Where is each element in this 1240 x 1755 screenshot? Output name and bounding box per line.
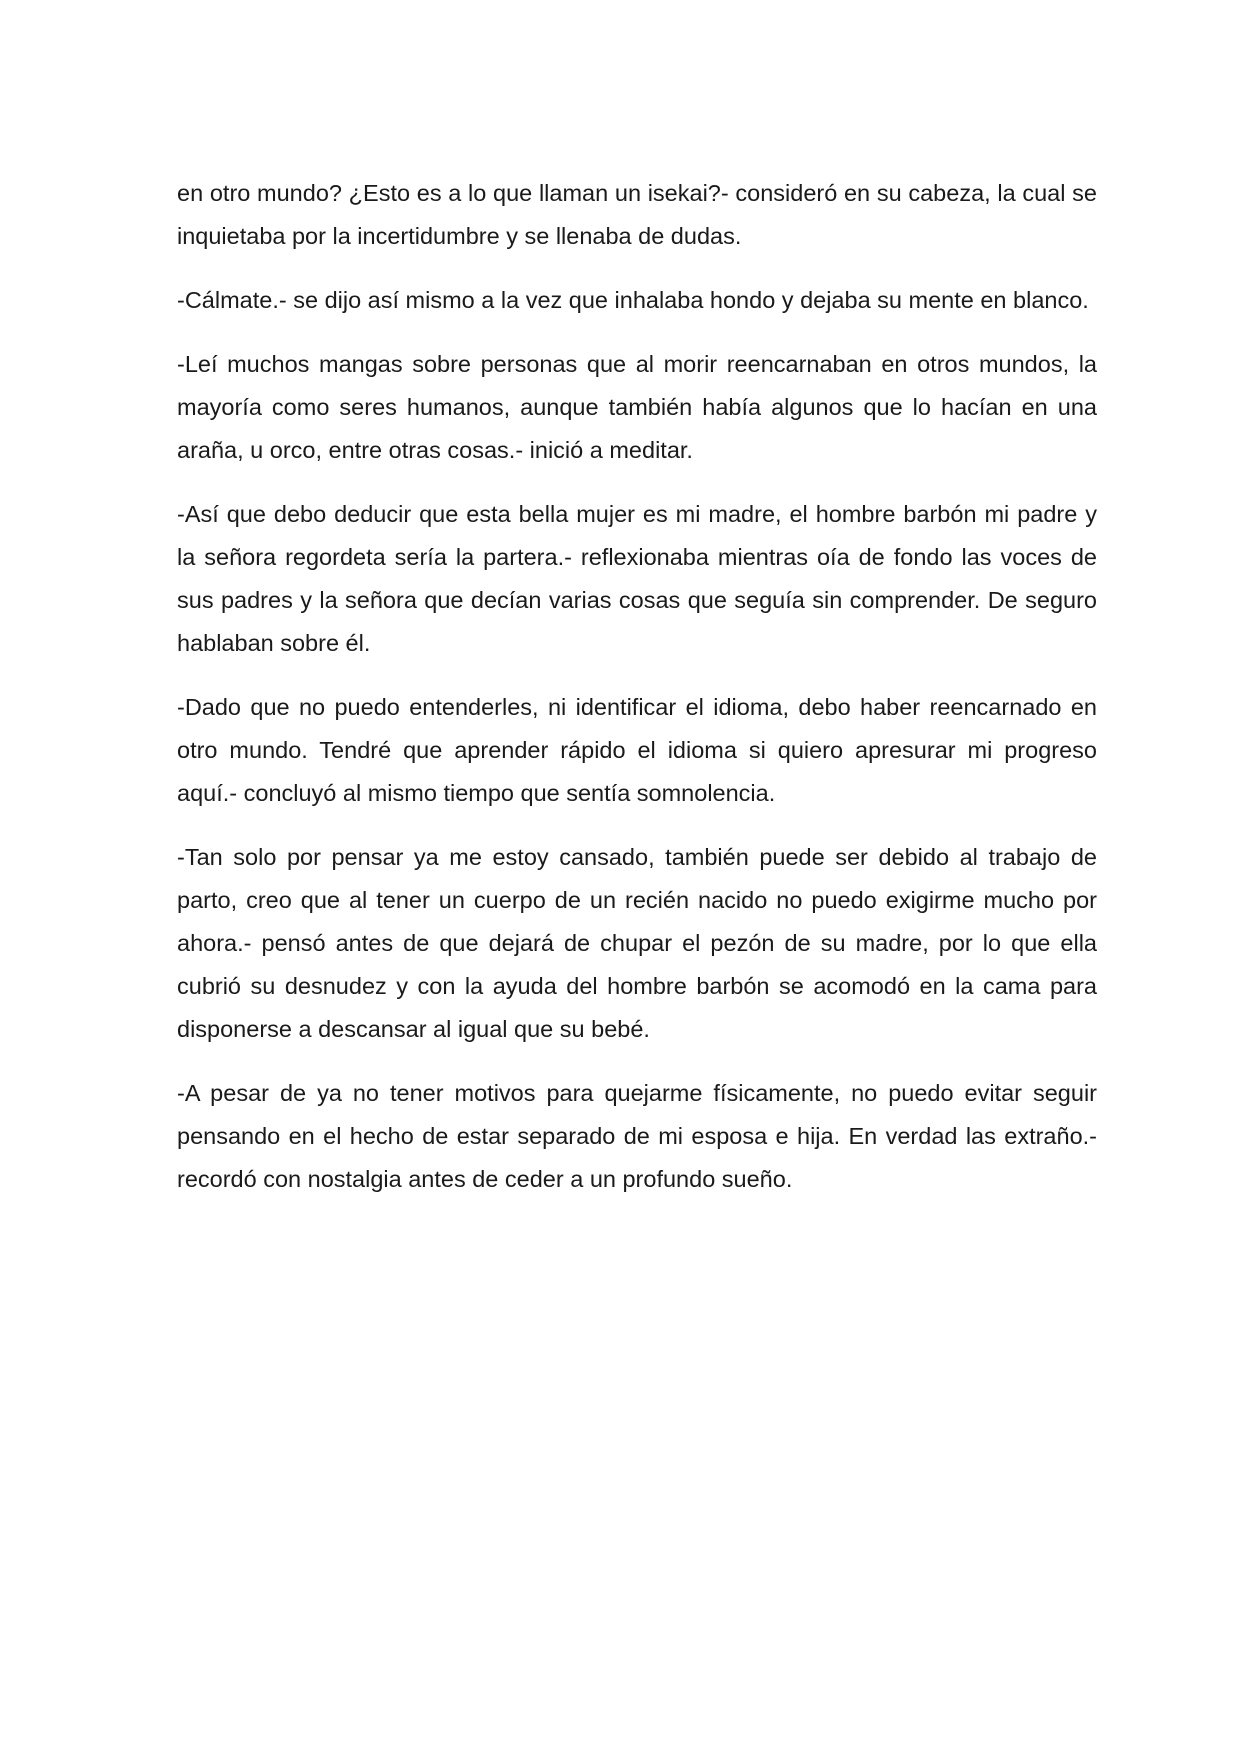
paragraph: -Dado que no puedo entenderles, ni identificar el idioma, debo haber reencarnado en otro mundo. Tendré que aprender rápido el idioma si quiero apresurar mi progreso aquí.- concluyó al mismo tiempo que sentía somnolencia. [177, 694, 1097, 806]
paragraph: en otro mundo? ¿Esto es a lo que llaman un isekai?- consideró en su cabeza, la cual se inquietaba por la incertidumbre y se llenaba de dudas. [177, 180, 1097, 249]
paragraph: -Leí muchos mangas sobre personas que al morir reencarnaban en otros mundos, la mayoría como seres humanos, aunque también había algunos que lo hacían en una araña, u orco, entre otras cosas.- inició a meditar. [177, 351, 1097, 463]
paragraph: -Así que debo deducir que esta bella mujer es mi madre, el hombre barbón mi padre y la señora regordeta sería la partera.- reflexionaba mientras oía de fondo las voces de sus padres y la señora que decían varias cosas que seguía sin comprender. De seguro hablaban sobre él. [177, 501, 1097, 656]
body-text [177, 172, 1097, 1201]
paragraph: -Tan solo por pensar ya me estoy cansado, también puede ser debido al trabajo de parto, creo que al tener un cuerpo de un recién nacido no puedo exigirme mucho por ahora.- pensó antes de que dejará de chupar el pezón de su madre, por lo que ella cubrió su desnudez y con la ayuda del hombre barbón se acomodó en la cama para disponerse a descansar al igual que su bebé. [177, 844, 1097, 1042]
paragraph: -A pesar de ya no tener motivos para quejarme físicamente, no puedo evitar seguir pensando en el hecho de estar separado de mi esposa e hija. En verdad las extraño.- recordó con nostalgia antes de ceder a un profundo sueño. [177, 1080, 1097, 1192]
paragraph: -Cálmate.- se dijo así mismo a la vez que inhalaba hondo y dejaba su mente en blanco. [177, 287, 1089, 313]
